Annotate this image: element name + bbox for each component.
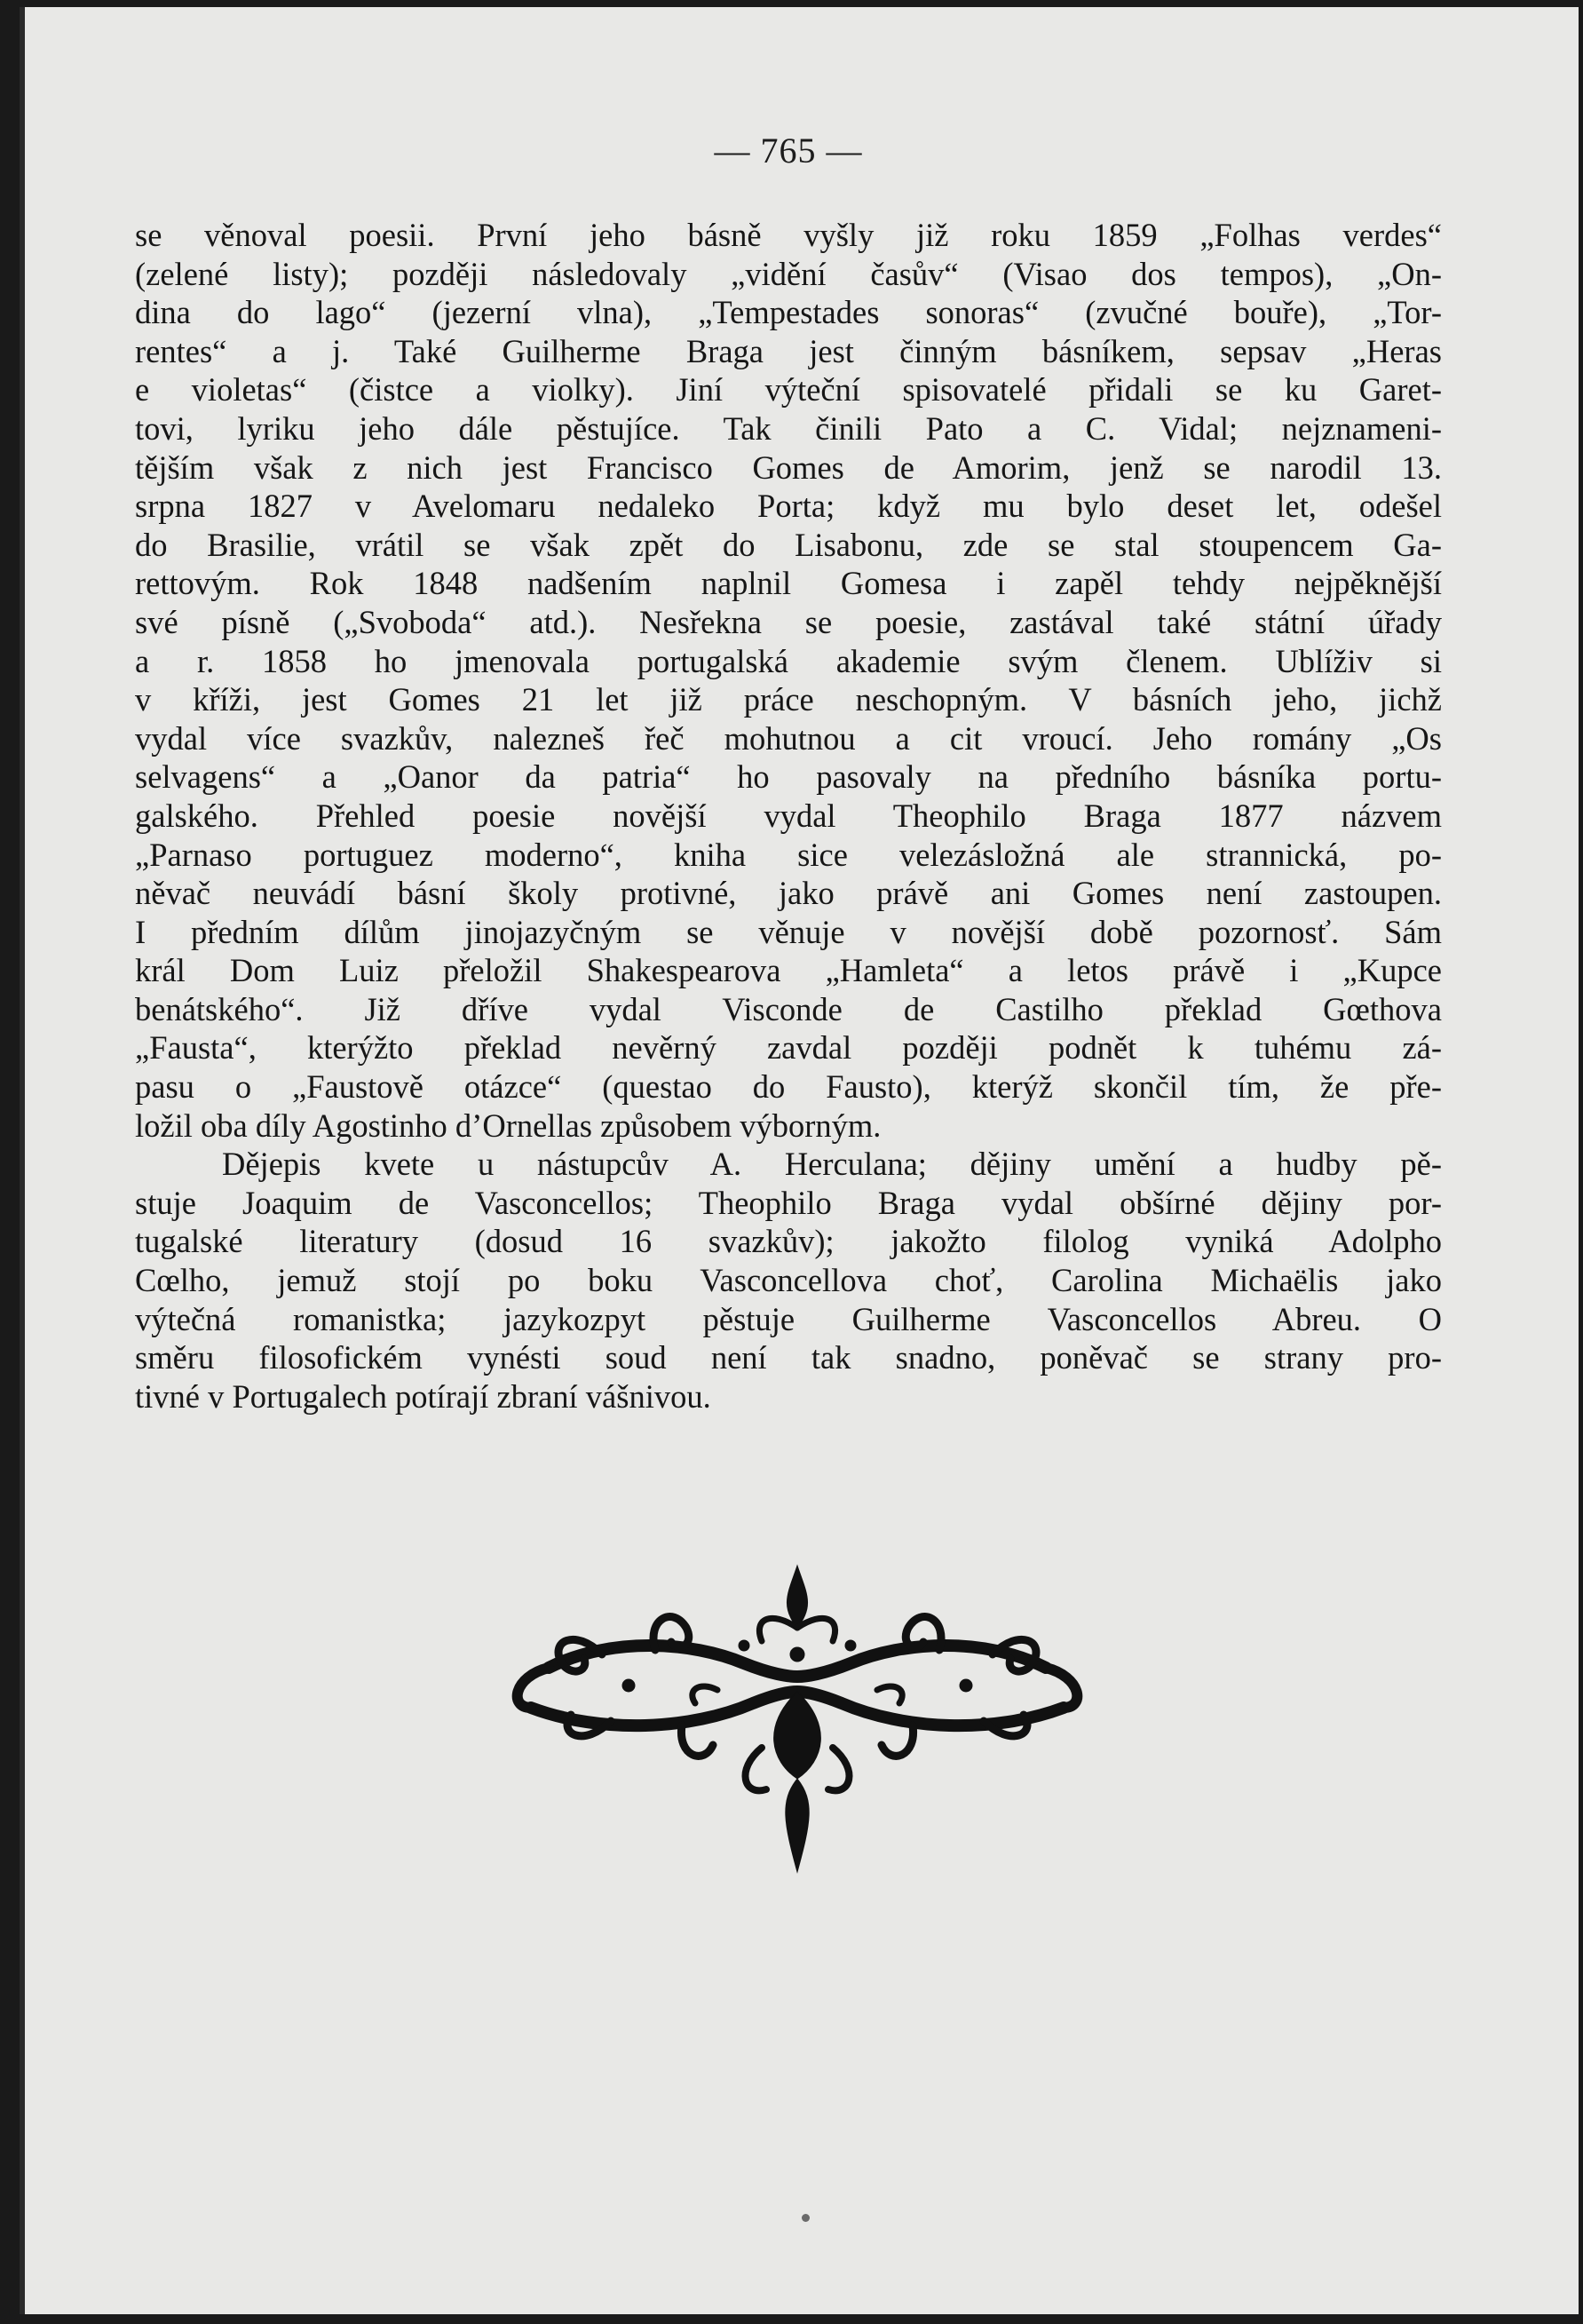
text-line: „Parnaso portuguez moderno“, kniha sice velezásložná ale strannická, po-	[135, 836, 1442, 873]
page-number: — 765 —	[714, 131, 863, 171]
text-line: tivné v Portugalech potírají zbraní vášnivou.	[135, 1377, 711, 1415]
text-line: benátského“. Již dříve vydal Visconde de Castilho překlad Gœthova	[135, 990, 1442, 1027]
paragraph-1	[135, 216, 1442, 1145]
body-text	[135, 216, 1442, 1416]
text-line: rentes“ a j. Také Guilherme Braga jest činným básníkem, sepsav „Heras	[135, 332, 1442, 369]
text-line: (zelené listy); později následovaly „vidění časův“ (Visao dos tempos), „On-	[135, 255, 1442, 292]
text-line: se věnoval poesii. První jeho básně vyšly již roku 1859 „Folhas verdes“	[135, 217, 1442, 253]
text-line: tovi, lyriku jeho dále pěstujíce. Tak činili Pato a C. Vidal; nejznameni-	[135, 409, 1442, 447]
text-line: pasu o „Faustově otázce“ (questao do Fausto), kterýž skončil tím, že pře-	[135, 1068, 1442, 1106]
text-line: dina do lago“ (jezerní vlna), „Tempestades sonoras“ (zvučné bouře), „Tor-	[135, 294, 1442, 331]
text-line: srpna 1827 v Avelomaru nedaleko Porta; když mu bylo deset let, odešel	[135, 488, 1442, 525]
text-line: král Dom Luiz přeložil Shakespearova „Hamleta“ a letos právě i „Kupce	[135, 952, 1442, 989]
floral-tailpiece-ornament-icon	[495, 1557, 1099, 1876]
text-line: ložil oba díly Agostinho d’Ornellas způsobem výborným.	[135, 1106, 882, 1144]
text-line: I předním dílům jinojazyčným se věnuje v novější době pozornosť. Sám	[135, 913, 1442, 950]
book-page	[20, 7, 1579, 2314]
text-line: něvač neuvádí básní školy protivné, jako právě ani Gomes není zastoupen.	[135, 875, 1442, 912]
text-line: tějším však z nich jest Francisco Gomes de Amorim, jenž se narodil 13.	[135, 448, 1442, 486]
paper-speck	[802, 2214, 810, 2222]
text-line: e violetas“ (čistce a violky). Jiní výteční spisovatelé přidali se ku Garet-	[135, 371, 1442, 408]
text-line: a r. 1858 ho jmenovala portugalská akademie svým členem. Ublíživ si	[135, 642, 1442, 679]
text-line: v kříži, jest Gomes 21 let již práce neschopným. V básních jeho, jichž	[135, 681, 1442, 718]
text-line: „Fausta“, kterýžto překlad nevěrný zavdal později podnět k tuhému zá-	[135, 1029, 1442, 1067]
text-line: vydal více svazkův, nalezneš řeč mohutnou a cit vroucí. Jeho romány „Os	[135, 719, 1442, 757]
text-line: své písně („Svoboda“ atd.). Nesřekna se poesie, zastával také státní úřady	[135, 603, 1442, 640]
text-line: směru filosofickém vynésti soud není tak snadno, poněvač se strany pro-	[135, 1339, 1442, 1376]
paragraph-2	[135, 1145, 1442, 1416]
text-line: Dějepis kvete u nástupcův A. Herculana; dějiny umění a hudby pě-	[222, 1146, 1442, 1183]
text-line: rettovým. Rok 1848 nadšením naplnil Gomesa i zapěl tehdy nejpěknější	[135, 565, 1442, 602]
text-line: Cœlho, jemuž stojí po boku Vasconcellova choť, Carolina Michaëlis jako	[135, 1262, 1442, 1299]
text-line: galského. Přehled poesie novější vydal Theophilo Braga 1877 názvem	[135, 797, 1442, 834]
text-line: tugalské literatury (dosud 16 svazkův); jakožto filolog vyniká Adolpho	[135, 1223, 1442, 1260]
text-line: stuje Joaquim de Vasconcellos; Theophilo Braga vydal obšírné dějiny por-	[135, 1184, 1442, 1221]
text-line: selvagens“ a „Oanor da patria“ ho pasovaly na předního básníka portu-	[135, 758, 1442, 796]
text-line: do Brasilie, vrátil se však zpět do Lisabonu, zde se stal stoupencem Ga-	[135, 526, 1442, 563]
text-line: výtečná romanistka; jazykozpyt pěstuje Guilherme Vasconcellos Abreu. O	[135, 1300, 1442, 1337]
